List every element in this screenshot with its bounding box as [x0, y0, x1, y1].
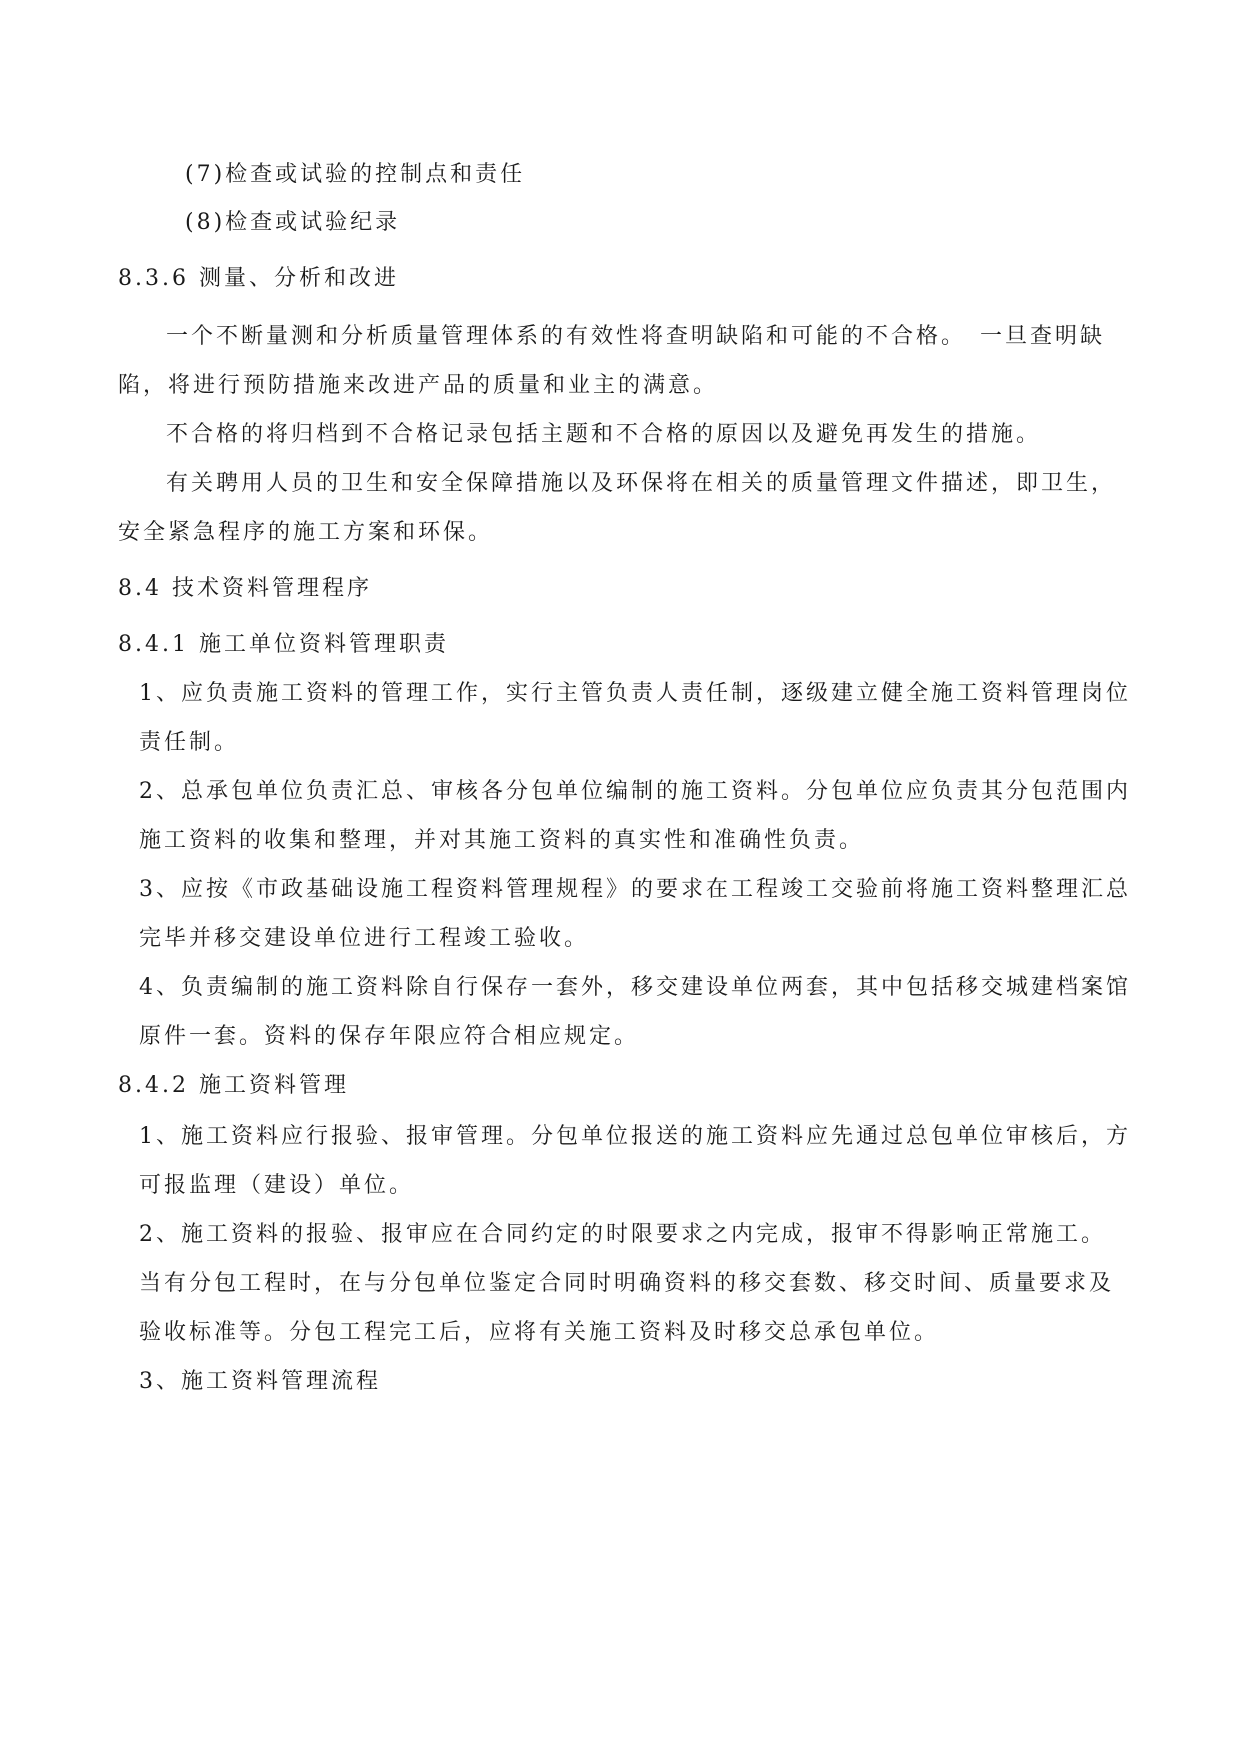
section-heading-8-4-1: 8.4.1 施工单位资料管理职责 — [118, 632, 449, 657]
list-item-line: 4、负责编制的施工资料除自行保存一套外，移交建设单位两套，其中包括移交城建档案馆 — [139, 975, 1132, 1000]
list-item-line: 2、总承包单位负责汇总、审核各分包单位编制的施工资料。分包单位应负责其分包范围内 — [139, 779, 1132, 804]
list-item-line: 2、施工资料的报验、报审应在合同约定的时限要求之内完成，报审不得影响正常施工。 — [139, 1222, 1106, 1247]
list-item-line: 完毕并移交建设单位进行工程竣工验收。 — [139, 926, 590, 951]
list-item-line: 1、施工资料应行报验、报审管理。分包单位报送的施工资料应先通过总包单位审核后，方 — [139, 1124, 1132, 1149]
list-item-8: (8)检查或试验纪录 — [185, 210, 401, 235]
list-item-7: (7)检查或试验的控制点和责任 — [185, 162, 526, 187]
paragraph-line: 安全紧急程序的施工方案和环保。 — [118, 520, 494, 545]
list-item-line: 当有分包工程时，在与分包单位鉴定合同时明确资料的移交套数、移交时间、质量要求及 — [139, 1271, 1115, 1296]
section-heading-8-4-2: 8.4.2 施工资料管理 — [118, 1073, 349, 1098]
paragraph-line: 有关聘用人员的卫生和安全保障措施以及环保将在相关的质量管理文件描述，即卫生， — [166, 471, 1117, 496]
list-item-line: 可报监理（建设）单位。 — [139, 1173, 415, 1198]
list-item-line: 验收标准等。分包工程完工后，应将有关施工资料及时移交总承包单位。 — [139, 1320, 940, 1345]
paragraph-line: 一个不断量测和分析质量管理体系的有效性将查明缺陷和可能的不合格。 一旦查明缺 — [166, 324, 1106, 349]
list-item-line: 原件一套。资料的保存年限应符合相应规定。 — [139, 1024, 640, 1049]
list-item-line: 责任制。 — [139, 730, 240, 755]
paragraph-line: 不合格的将归档到不合格记录包括主题和不合格的原因以及避免再发生的措施。 — [166, 422, 1042, 447]
list-item-line: 施工资料的收集和整理，并对其施工资料的真实性和准确性负责。 — [139, 828, 865, 853]
paragraph-line: 陷，将进行预防措施来改进产品的质量和业主的满意。 — [118, 373, 719, 398]
section-heading-8-3-6: 8.3.6 测量、分析和改进 — [118, 266, 399, 291]
list-item-line: 3、施工资料管理流程 — [139, 1369, 381, 1394]
list-item-line: 3、应按《市政基础设施工程资料管理规程》的要求在工程竣工交验前将施工资料整理汇总 — [139, 877, 1132, 902]
section-heading-8-4: 8.4 技术资料管理程序 — [118, 576, 372, 601]
list-item-line: 1、应负责施工资料的管理工作，实行主管负责人责任制，逐级建立健全施工资料管理岗位 — [139, 681, 1132, 706]
